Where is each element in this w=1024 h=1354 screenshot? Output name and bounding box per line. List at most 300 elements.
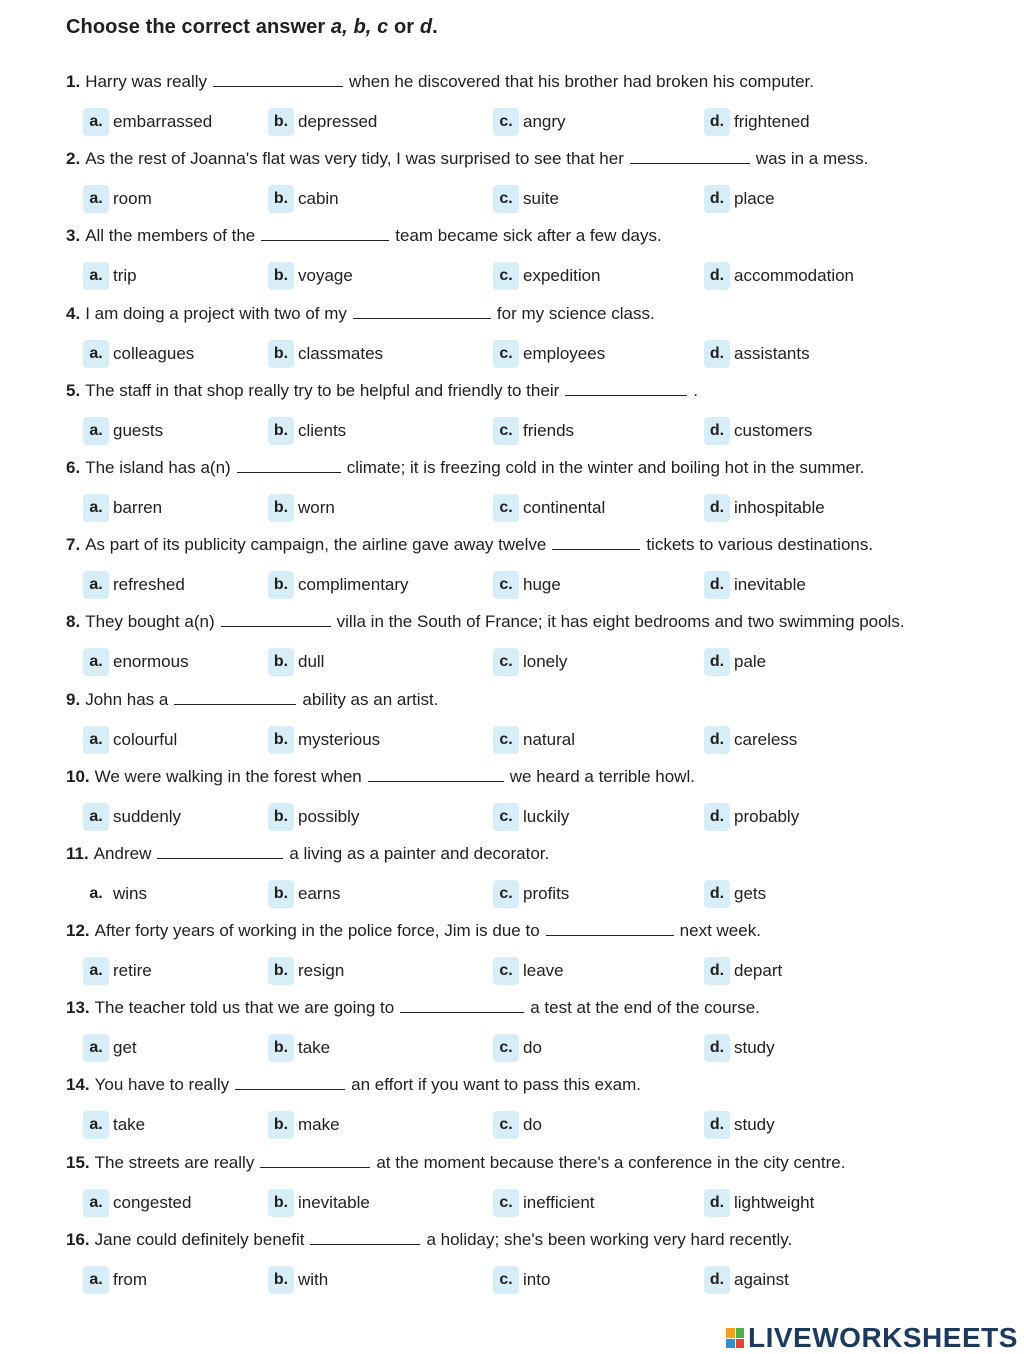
option-letter-box[interactable]: a. — [83, 340, 109, 368]
option-label: do — [523, 1038, 542, 1058]
question-text-before: After forty years of working in the police force, Jim is due to — [94, 921, 540, 941]
answer-blank[interactable] — [213, 85, 343, 87]
question-text-before: Harry was really — [85, 72, 208, 91]
question-text-before: The island has a(n) — [85, 457, 231, 477]
question-stem — [66, 1153, 845, 1173]
option-d[interactable] — [704, 492, 825, 524]
option-label: lightweight — [734, 1192, 815, 1212]
question-stem — [66, 72, 814, 92]
option-label: cabin — [298, 189, 339, 209]
option-letter-box[interactable]: b. — [268, 1189, 294, 1217]
question-text-after: for my science class. — [496, 303, 655, 323]
option-label: possibly — [298, 806, 360, 826]
option-label: natural — [523, 729, 575, 749]
option-d[interactable] — [704, 260, 854, 292]
answer-blank[interactable] — [235, 1088, 345, 1090]
question-number: 3. — [66, 226, 81, 246]
question-text-after: a living as a painter and decorator. — [289, 843, 550, 863]
question-3 — [0, 224, 1024, 301]
option-label: profits — [523, 883, 570, 903]
answer-blank[interactable] — [565, 394, 687, 396]
question-16 — [0, 1228, 1024, 1305]
question-text-after: a holiday; she's been working very hard recently. — [426, 1229, 793, 1249]
option-letter-box[interactable]: d. — [704, 957, 730, 985]
option-letter-box[interactable]: b. — [268, 880, 294, 908]
option-letter-box[interactable]: d. — [704, 185, 730, 213]
option-b[interactable] — [268, 492, 335, 524]
option-label: mysterious — [298, 729, 381, 749]
option-letter-box[interactable]: c. — [493, 957, 519, 985]
option-label: retire — [113, 961, 152, 981]
question-text-before: The staff in that shop really try to be helpful and friendly to their — [85, 380, 560, 400]
option-letter-box[interactable]: c. — [493, 571, 519, 599]
question-stem — [66, 612, 905, 632]
question-number: 4. — [66, 303, 81, 323]
question-text-after: . — [693, 380, 698, 400]
answer-blank[interactable] — [157, 857, 283, 859]
option-label: probably — [734, 806, 800, 826]
option-letter-box[interactable]: d. — [704, 1034, 730, 1062]
question-stem — [66, 921, 761, 941]
option-b[interactable] — [268, 183, 339, 215]
option-label: depart — [734, 961, 783, 981]
option-c[interactable] — [493, 1109, 542, 1141]
option-b[interactable] — [268, 724, 380, 756]
answer-blank[interactable] — [552, 548, 640, 550]
option-letter-box[interactable]: a. — [83, 417, 109, 445]
option-label: make — [298, 1115, 340, 1135]
option-c[interactable] — [493, 724, 575, 756]
option-label: colleagues — [113, 343, 195, 363]
option-a[interactable] — [83, 1032, 137, 1064]
option-b[interactable] — [268, 106, 377, 138]
question-number: 16. — [66, 1229, 90, 1249]
option-c[interactable] — [493, 646, 567, 678]
option-label: congested — [113, 1192, 192, 1212]
question-text-after: we heard a terrible howl. — [509, 766, 695, 786]
option-label: barren — [113, 497, 163, 517]
option-letter-box[interactable]: d. — [704, 494, 730, 522]
option-letter-box[interactable]: a. — [83, 726, 109, 754]
option-letter-box[interactable]: c. — [493, 262, 519, 290]
answer-options — [0, 1109, 1024, 1141]
option-label: take — [113, 1115, 146, 1135]
option-label: inevitable — [734, 575, 806, 595]
option-d[interactable] — [704, 1109, 775, 1141]
question-text-before: You have to really — [94, 1075, 230, 1095]
question-text-before: I am doing a project with two of my — [85, 303, 347, 323]
option-a[interactable] — [83, 1187, 191, 1219]
question-text-before: John has a — [85, 689, 169, 709]
option-letter-box[interactable]: a. — [83, 1189, 109, 1217]
option-letter-box[interactable]: a. — [83, 648, 109, 676]
option-label: clients — [298, 420, 347, 440]
option-letter-box[interactable]: a. — [83, 185, 109, 213]
option-a[interactable] — [83, 646, 189, 678]
answer-options — [0, 415, 1024, 447]
answer-blank[interactable] — [221, 625, 331, 627]
option-letter-box[interactable]: c. — [493, 1189, 519, 1217]
answer-options — [0, 724, 1024, 756]
option-letter-box[interactable]: a. — [83, 1111, 109, 1139]
option-letter-box[interactable]: c. — [493, 340, 519, 368]
option-letter-box[interactable]: d. — [704, 1266, 730, 1294]
question-text-before: As part of its publicity campaign, the airline gave away twelve — [85, 535, 547, 555]
option-label: frightened — [734, 112, 810, 131]
question-number: 15. — [66, 1152, 90, 1172]
option-d[interactable] — [704, 878, 766, 910]
question-8 — [0, 610, 1024, 687]
option-letter-box[interactable]: c. — [493, 1266, 519, 1294]
option-label: take — [298, 1038, 331, 1058]
answer-options — [0, 492, 1024, 524]
option-label: pale — [734, 652, 767, 672]
option-label: suite — [523, 189, 559, 209]
answer-options — [0, 878, 1024, 910]
answer-blank[interactable] — [546, 934, 674, 936]
option-d[interactable] — [704, 569, 806, 601]
liveworksheets-logo-icon — [726, 1328, 744, 1348]
option-label: do — [523, 1115, 542, 1135]
option-b[interactable] — [268, 415, 346, 447]
option-label: resign — [298, 961, 345, 981]
question-stem — [66, 304, 655, 324]
option-c[interactable] — [493, 1187, 595, 1219]
question-stem — [66, 767, 695, 787]
question-2 — [0, 147, 1024, 224]
option-letter-box[interactable]: d. — [704, 1111, 730, 1139]
option-letter-box[interactable]: c. — [493, 880, 519, 908]
option-letter-box[interactable]: d. — [704, 340, 730, 368]
question-stem — [66, 1075, 641, 1095]
option-letter-box[interactable]: a. — [83, 1266, 109, 1294]
option-letter-box[interactable]: d. — [704, 262, 730, 290]
option-label: continental — [523, 497, 606, 517]
option-d[interactable] — [704, 646, 766, 678]
option-label: earns — [298, 883, 341, 903]
option-letter-box[interactable]: c. — [493, 108, 519, 136]
question-12 — [0, 919, 1024, 996]
question-number: 12. — [66, 921, 90, 941]
option-letter-box[interactable]: c. — [493, 803, 519, 831]
answer-blank[interactable] — [368, 780, 504, 782]
question-stem — [66, 458, 865, 478]
option-b[interactable] — [268, 801, 359, 833]
option-letter-box[interactable]: b. — [268, 417, 294, 445]
question-text-after: ability as an artist. — [302, 689, 439, 709]
option-letter-box[interactable]: d. — [704, 1189, 730, 1217]
option-label: colourful — [113, 729, 178, 749]
option-letter-box[interactable]: c. — [493, 494, 519, 522]
option-b[interactable] — [268, 1264, 328, 1296]
option-label: suddenly — [113, 806, 182, 826]
option-a[interactable] — [83, 878, 147, 910]
option-letter-box[interactable]: c. — [493, 1034, 519, 1062]
question-text-before: As the rest of Joanna's flat was very tidy, I was surprised to see that her — [85, 149, 624, 169]
option-letter-box[interactable]: c. — [493, 726, 519, 754]
option-a[interactable] — [83, 1109, 145, 1141]
option-label: expedition — [523, 266, 601, 286]
option-letter-box[interactable]: b. — [268, 185, 294, 213]
question-stem — [66, 998, 760, 1018]
question-text-before: Andrew — [93, 843, 152, 863]
option-label: place — [734, 189, 775, 209]
option-letter-box[interactable]: c. — [493, 648, 519, 676]
option-letter-box[interactable]: b. — [268, 340, 294, 368]
question-text-before: They bought a(n) — [85, 612, 215, 632]
option-label: into — [523, 1269, 551, 1289]
option-letter-box[interactable]: a. — [83, 494, 109, 522]
option-letter-box[interactable]: b. — [268, 726, 294, 754]
option-label: friends — [523, 420, 575, 440]
option-b[interactable] — [268, 338, 383, 370]
option-d[interactable] — [704, 106, 810, 138]
option-letter-box[interactable]: b. — [268, 108, 294, 136]
answer-options — [0, 338, 1024, 370]
option-letter-box[interactable]: a. — [83, 262, 109, 290]
option-c[interactable] — [493, 492, 605, 524]
option-c[interactable] — [493, 415, 574, 447]
option-label: dull — [298, 652, 325, 672]
question-list — [0, 70, 1024, 1305]
answer-options — [0, 646, 1024, 678]
option-label: inhospitable — [734, 497, 825, 517]
option-label: gets — [734, 883, 767, 903]
option-label: classmates — [298, 343, 384, 363]
option-label: accommodation — [734, 266, 855, 286]
option-label: assistants — [734, 343, 810, 363]
option-d[interactable] — [704, 1032, 775, 1064]
question-stem — [66, 149, 868, 169]
option-letter-box[interactable]: c. — [493, 417, 519, 445]
option-c[interactable] — [493, 183, 559, 215]
option-c[interactable] — [493, 338, 605, 370]
answer-blank[interactable] — [310, 1243, 420, 1245]
option-letter-box[interactable]: a. — [83, 571, 109, 599]
option-letter-box[interactable]: c. — [493, 185, 519, 213]
option-a[interactable] — [83, 415, 163, 447]
option-label: huge — [523, 575, 561, 595]
option-letter-box[interactable]: a. — [83, 1034, 109, 1062]
question-number: 10. — [66, 766, 90, 786]
option-label: get — [113, 1038, 137, 1058]
question-number: 5. — [66, 380, 81, 400]
option-d[interactable] — [704, 1187, 814, 1219]
option-letter-box[interactable]: a. — [83, 108, 109, 136]
option-a[interactable] — [83, 492, 162, 524]
answer-blank[interactable] — [260, 1166, 370, 1168]
question-number: 13. — [66, 998, 90, 1018]
question-text-after: was in a mess. — [755, 149, 869, 169]
option-a[interactable] — [83, 260, 137, 292]
answer-options — [0, 1264, 1024, 1296]
option-label: careless — [734, 729, 798, 749]
answer-blank[interactable] — [237, 471, 341, 473]
option-letter-box[interactable]: b. — [268, 803, 294, 831]
answer-blank[interactable] — [400, 1011, 524, 1013]
option-a[interactable] — [83, 183, 152, 215]
option-label: worn — [298, 497, 335, 517]
question-15 — [0, 1151, 1024, 1228]
option-letter-box[interactable]: a. — [83, 957, 109, 985]
question-text-before: Jane could definitely benefit — [94, 1229, 305, 1249]
option-c[interactable] — [493, 955, 564, 987]
option-c[interactable] — [493, 1032, 542, 1064]
option-b[interactable] — [268, 878, 341, 910]
option-label: complimentary — [298, 575, 409, 595]
question-stem — [66, 844, 549, 864]
option-b[interactable] — [268, 260, 353, 292]
option-a[interactable] — [83, 106, 212, 138]
question-text-before: The streets are really — [94, 1152, 255, 1172]
instructions-heading: Choose the correct answer a, b, c or d. — [66, 16, 438, 38]
option-letter-box[interactable]: a. — [83, 803, 109, 831]
option-label: from — [113, 1269, 147, 1289]
option-b[interactable] — [268, 646, 324, 678]
question-text-after: climate; it is freezing cold in the winter and boiling hot in the summer. — [346, 457, 865, 477]
option-letter-box[interactable]: b. — [268, 1266, 294, 1294]
option-b[interactable] — [268, 955, 344, 987]
question-text-after: an effort if you want to pass this exam. — [351, 1075, 641, 1095]
option-letter-box[interactable]: b. — [268, 648, 294, 676]
option-c[interactable] — [493, 878, 569, 910]
option-letter-box[interactable]: b. — [268, 957, 294, 985]
option-letter-box[interactable]: d. — [704, 880, 730, 908]
option-letter-box[interactable]: d. — [704, 108, 730, 136]
question-text-before: All the members of the — [85, 226, 256, 246]
question-6 — [0, 456, 1024, 533]
answer-options — [0, 569, 1024, 601]
question-number: 2. — [66, 149, 81, 169]
question-text-after: team became sick after a few days. — [395, 226, 662, 246]
option-label: lonely — [523, 652, 568, 672]
answer-options — [0, 801, 1024, 833]
option-label: study — [734, 1115, 775, 1135]
question-stem — [66, 1230, 792, 1250]
question-10 — [0, 765, 1024, 842]
option-letter-box[interactable]: b. — [268, 494, 294, 522]
question-text-after: next week. — [679, 921, 761, 941]
option-letter-box[interactable]: d. — [704, 417, 730, 445]
option-a[interactable] — [83, 569, 185, 601]
option-b[interactable] — [268, 1187, 370, 1219]
answer-options — [0, 955, 1024, 987]
question-number: 14. — [66, 1075, 90, 1095]
option-letter-box[interactable]: d. — [704, 726, 730, 754]
question-7 — [0, 533, 1024, 610]
option-label: employees — [523, 343, 606, 363]
option-letter-box[interactable]: b. — [268, 262, 294, 290]
question-text-after: a test at the end of the course. — [530, 998, 760, 1018]
option-label: embarrassed — [113, 112, 213, 131]
question-11 — [0, 842, 1024, 919]
option-a[interactable] — [83, 338, 194, 370]
question-text-before: The teacher told us that we are going to — [94, 998, 395, 1018]
option-label: guests — [113, 420, 164, 440]
option-label: inefficient — [523, 1192, 595, 1212]
option-letter-box[interactable]: d. — [704, 571, 730, 599]
question-number: 7. — [66, 535, 81, 555]
option-letter-box[interactable]: a. — [89, 884, 103, 902]
question-number: 9. — [66, 689, 81, 709]
option-label: against — [734, 1269, 789, 1289]
option-letter-box[interactable]: c. — [493, 1111, 519, 1139]
option-d[interactable] — [704, 338, 810, 370]
option-a[interactable] — [83, 1264, 147, 1296]
option-letter-box[interactable]: d. — [704, 803, 730, 831]
option-c[interactable] — [493, 569, 561, 601]
option-label: with — [298, 1269, 329, 1289]
option-label: wins — [113, 883, 148, 903]
answer-options — [0, 1187, 1024, 1219]
option-b[interactable] — [268, 1109, 340, 1141]
option-c[interactable] — [493, 260, 601, 292]
question-13 — [0, 996, 1024, 1073]
question-number: 6. — [66, 457, 81, 477]
option-c[interactable] — [493, 801, 569, 833]
question-stem — [66, 226, 662, 246]
answer-blank[interactable] — [630, 162, 750, 164]
question-text-after: at the moment because there's a conference in the city centre. — [376, 1152, 846, 1172]
option-d[interactable] — [704, 955, 782, 987]
option-label: trip — [113, 266, 137, 286]
question-14 — [0, 1073, 1024, 1150]
answer-blank[interactable] — [261, 239, 389, 241]
option-a[interactable] — [83, 801, 181, 833]
option-letter-box[interactable]: b. — [268, 571, 294, 599]
answer-options — [0, 1032, 1024, 1064]
option-label: voyage — [298, 266, 353, 286]
option-label: inevitable — [298, 1192, 370, 1212]
option-label: leave — [523, 961, 564, 981]
question-4 — [0, 302, 1024, 379]
question-text-before: We were walking in the forest when — [94, 766, 362, 786]
question-number: 1. — [66, 72, 81, 91]
option-label: refreshed — [113, 575, 185, 595]
option-c[interactable] — [493, 106, 566, 138]
option-label: luckily — [523, 806, 570, 826]
answer-options — [0, 183, 1024, 215]
option-b[interactable] — [268, 569, 409, 601]
question-text-after: tickets to various destinations. — [646, 535, 874, 555]
option-d[interactable] — [704, 724, 797, 756]
answer-blank[interactable] — [353, 317, 491, 319]
option-d[interactable] — [704, 801, 799, 833]
option-label: room — [113, 189, 152, 209]
question-stem — [66, 690, 438, 710]
question-number: 8. — [66, 612, 81, 632]
question-number: 11. — [66, 843, 89, 863]
option-d[interactable] — [704, 183, 775, 215]
option-d[interactable] — [704, 415, 812, 447]
option-a[interactable] — [83, 955, 152, 987]
option-letter-box[interactable]: d. — [704, 648, 730, 676]
option-label: enormous — [113, 652, 189, 672]
question-text-after: when he discovered that his brother had broken his computer. — [349, 72, 814, 91]
answer-options — [0, 106, 1024, 138]
question-stem — [66, 381, 698, 401]
option-a[interactable] — [83, 724, 177, 756]
option-c[interactable] — [493, 1264, 550, 1296]
option-label: angry — [523, 112, 566, 131]
question-1 — [0, 70, 1024, 147]
option-letter-box[interactable]: b. — [268, 1111, 294, 1139]
option-d[interactable] — [704, 1264, 789, 1296]
answer-options — [0, 260, 1024, 292]
option-b[interactable] — [268, 1032, 330, 1064]
answer-blank[interactable] — [174, 703, 296, 705]
option-letter-box[interactable]: b. — [268, 1034, 294, 1062]
